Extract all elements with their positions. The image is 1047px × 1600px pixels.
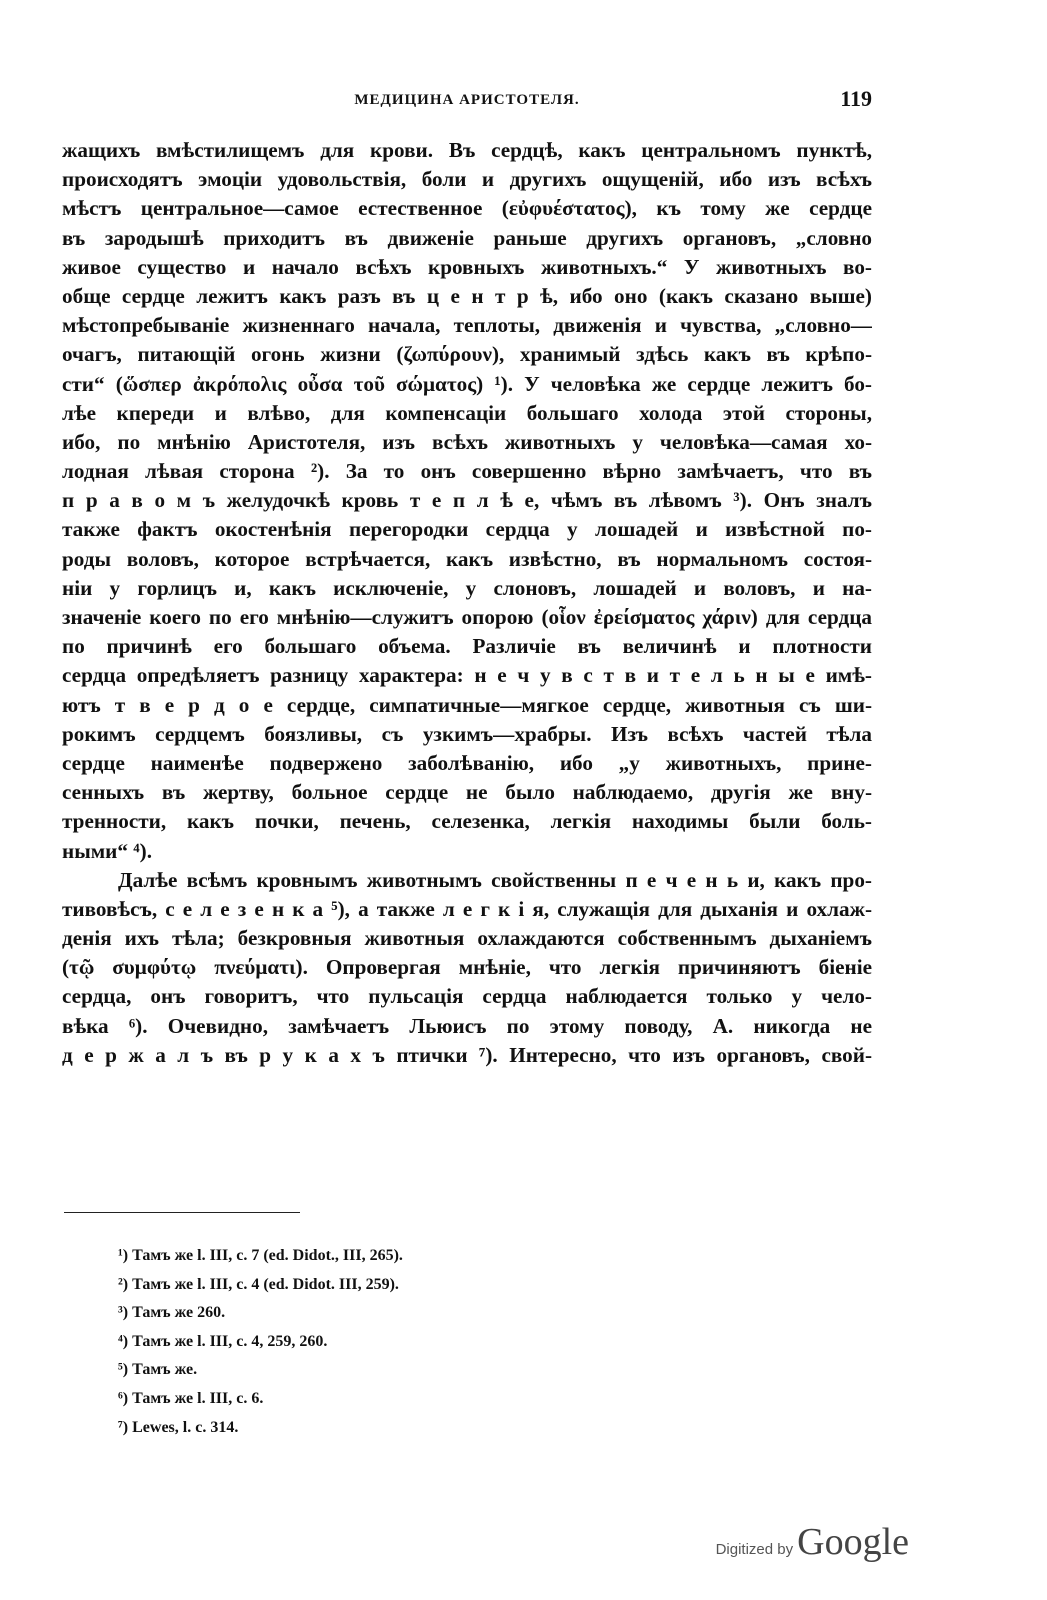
text-line: денія ихъ тѣла; безкровныя животныя охлаждаются собственнымъ дыханіемъ (62, 926, 872, 951)
footnote: ⁴) Тамъ же l. III, c. 4, 259, 260. (118, 1332, 328, 1350)
text-line: обще сердце лежитъ какъ разъ въ ц е н т р ѣ, ибо оно (какъ сказано выше) (62, 283, 872, 308)
text-line: по причинѣ его большаго объема. Различіе въ величинѣ и плотности (62, 634, 872, 659)
text-line: сти“ (ὥσπερ ἀκρόπολις οὖσα τοῦ σώματος) ¹). У человѣка же сердце лежитъ бо- (62, 371, 872, 396)
text-line: жащихъ вмѣстилищемъ для крови. Въ сердцѣ, какъ центральномъ пунктѣ, (62, 138, 872, 162)
footnote: ²) Тамъ же l. III, c. 4 (ed. Didot. III, 259). (118, 1275, 399, 1293)
text-line: мѣстопребываніе жизненнаго начала, теплоты, движенія и чувства, „словно— (62, 313, 872, 338)
running-title: МЕДИЦИНА АРИСТОТЕЛЯ. (354, 92, 580, 108)
text-line: п р а в о м ъ желудочкѣ кровь т е п л ѣ е, чѣмъ въ лѣвомъ ³). Онъ зналъ (62, 488, 872, 513)
footnotes (118, 1242, 718, 1442)
text-line: также фактъ окостенѣнія перегородки сердца у лошадей и извѣстной по- (62, 517, 872, 542)
text-line: Далѣе всѣмъ кровнымъ животнымъ свойственны п е ч е н ь и, какъ про- (118, 867, 872, 892)
text-line: тренности, какъ почки, печень, селезенка, легкія находимы были боль- (62, 809, 872, 834)
text-line: значеніе коего по его мнѣнію—служитъ опорою (οἷον ἐρείσματος χάριν) для сердца (62, 605, 872, 629)
text-line: ютъ т в е р д о е сердце, симпатичные—мягкое сердце, животныя съ ши- (62, 692, 872, 717)
footnote-rule (64, 1212, 300, 1213)
text-line: сердца опредѣляетъ разницу характера: н е ч у в с т в и т е л ь н ы е имѣ- (62, 663, 872, 688)
footnote: ¹) Тамъ же l. III, c. 7 (ed. Didot., III, 265). (118, 1247, 403, 1264)
text-line: живое существо и начало всѣхъ кровныхъ животныхъ.“ У животныхъ во- (62, 254, 872, 279)
text-line: вѣка ⁶). Очевидно, замѣчаетъ Льюисъ по этому поводу, А. никогда не (62, 1013, 872, 1038)
digitized-watermark (716, 1520, 909, 1564)
text-line: сердца, онъ говоритъ, что пульсація сердца наблюдается только у чело- (62, 984, 872, 1009)
text-line: мѣстъ центральное—самое естественное (εὐφυέστατος), къ тому же сердце (62, 196, 872, 221)
text-line: тивовѣсъ, с е л е з е н к а ⁵), а также л е г к і я, служащія для дыханія и охлаж- (62, 896, 872, 921)
text-line: (τῷ συμφύτῳ πνεύματι). Опровергая мнѣніе, что легкія причиняютъ біеніе (62, 955, 872, 980)
footnote: ⁷) Lewes, l. c. 314. (118, 1418, 239, 1436)
text-line: роды воловъ, которое встрѣчается, какъ извѣстно, въ нормальномъ состоя- (62, 546, 872, 571)
text-line: ніи у горлицъ и, какъ исключеніе, у слоновъ, лошадей и воловъ, и на- (62, 575, 872, 600)
text-line: д е р ж а л ъ въ р у к а х ъ птички ⁷). Интересно, что изъ органовъ, свой- (62, 1042, 872, 1067)
text-line: ными“ ⁴). (62, 838, 152, 863)
text-line: сенныхъ въ жертву, больное сердце не было наблюдаемо, другія же вну- (62, 780, 872, 805)
watermark-prefix: Digitized by (715, 1541, 794, 1558)
text-line: очагъ, питающій огонь жизни (ζωπύρουν), хранимый здѣсь какъ въ крѣпо- (62, 342, 872, 367)
footnote: ³) Тамъ же 260. (118, 1304, 226, 1322)
footnote: ⁵) Тамъ же. (118, 1361, 198, 1379)
text-line: ибо, по мнѣнію Аристотеля, изъ всѣхъ животныхъ у человѣка—самая хо- (62, 429, 872, 454)
text-line: лѣе кпереди и влѣво, для компенсаціи большаго холода этой стороны, (62, 400, 872, 425)
text-line: лодная лѣвая сторона ²). За то онъ совершенно вѣрно замѣчаетъ, что въ (62, 459, 872, 484)
google-logo: Google (797, 1521, 909, 1563)
page-number: 119 (840, 86, 872, 111)
running-head (62, 86, 872, 114)
body-text (62, 136, 872, 1070)
footnote: ⁶) Тамъ же l. III, c. 6. (118, 1389, 264, 1407)
text-line: въ зародышѣ приходитъ въ движеніе раньше другихъ органовъ, „словно (62, 225, 872, 250)
text-line: рокимъ сердцемъ боязливы, съ узкимъ—храбры. Изъ всѣхъ частей тѣла (62, 721, 872, 746)
text-line: происходятъ эмоціи удовольствія, боли и другихъ ощущеній, ибо изъ всѣхъ (62, 167, 872, 192)
text-line: сердце наименѣе подвержено заболѣванію, ибо „у животныхъ, прине- (62, 750, 872, 775)
